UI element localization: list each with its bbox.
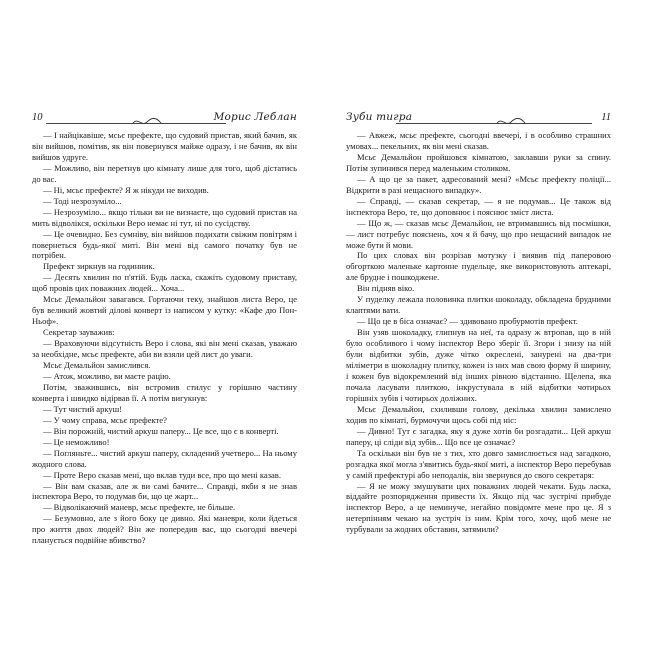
paragraph: — Тоді незрозуміло...	[43, 195, 122, 206]
paragraph: — Він порожній, чистий аркуш паперу... Це все, що є в конверті.	[43, 425, 279, 436]
paragraph: — Дивно! Тут є загадка, яку я дуже хотів би розгадати... Цей аркуш паперу, ці сліди від зубів... Що все це означає?	[346, 425, 611, 447]
paragraph: Секретар зауважив:	[43, 327, 115, 338]
paragraph: — Десять хвилин по п'ятій. Будь ласка, скажіть судовому приставу, щоб провів цих поважних людей... Хоча...	[32, 272, 297, 294]
paragraph: — І найцікавіше, мсьє префекте, що судовий пристав, який бачив, як він вийшов, помітив, як він повернувся майже одразу, і не бачив, як він вийшов удруге.	[32, 130, 297, 162]
paragraph: — У чому справа, мсьє префекте?	[43, 414, 167, 425]
paragraph: — Враховуючи відсутність Веро і слова, які він мені сказав, уважаю за необхідне, мсьє префекте, аби ви взяли цей лист до уваги.	[32, 338, 297, 360]
paragraph: — Справді, — сказав секретар, — я не подумав... Це також від інспектора Веро, те, що доповнює і пояснює зміст листа.	[346, 195, 611, 217]
left-page-number: 10	[32, 112, 43, 123]
paragraph: — Погляньте... чистий аркуш паперу, складений учетверо... На ньому жодного слова.	[32, 447, 297, 469]
right-header-rule	[396, 123, 592, 124]
paragraph: — Це неможливо!	[43, 436, 110, 447]
left-page	[32, 112, 297, 546]
paragraph: — Що це в біса означає? — здивовано пробурмотів префект.	[357, 316, 578, 327]
paragraph: Потім, зважившись, він встромив стилус у горішню частину конверта і швидко відірвав її. А потім вигукнув:	[32, 381, 297, 403]
paragraph: Він підняв віко.	[357, 283, 415, 294]
paragraph: Він узяв шоколадку, глипнув на неї, та одразу ж втропав, що в ній було особливого і чому інспектор Веро зберіг її. Згори і знизу на ній були відбитки зубів, дуже чітко окреслені, занурені на два-три міліметри в шоколадну плитку, кожен із них мав свою форму й ширину, і кожен був відокремлений від інших рівною відстанню. Щелепа, яка почала ласувати плиткою, інкрустувала в ній відбитки чотирьох горішніх зубів і чотирьох доліжних.	[346, 327, 611, 403]
paragraph: — Проте Веро сказав мені, що вклав туди все, про що мені казав.	[43, 469, 281, 480]
left-page-header	[32, 112, 297, 128]
paragraph: — Я не можу змушувати цих поважних людей чекати. Будь ласка, віддайте розпорядження привести їх. Якщо під час зустрічі прибуде інспектор Веро, а це неминуче, негайно повідомте мене про це. Я з нетерпінням чекаю на зустріч із ним. Крім того, хочу, щоб мене не турбували за жодних обставин, затямили?	[346, 480, 611, 535]
paragraph: У пуделку лежала половинка плитки шоколаду, обкладена брудними клаптями вати.	[346, 294, 611, 316]
paragraph: — Відволікаючий маневр, мсьє префекте, не більше.	[43, 502, 236, 513]
paragraph: — А що це за пакет, адресований мені? «Мсьє префекту поліції... Відкрити в разі нещасного випадку».	[346, 173, 611, 195]
right-page-text	[346, 130, 611, 535]
right-header-ornament	[496, 116, 526, 128]
right-page-header	[346, 112, 611, 128]
paragraph: — Тут чистий аркуш!	[43, 403, 123, 414]
right-page	[346, 112, 611, 535]
paragraph: Префект зиркнув на годинник.	[43, 261, 155, 272]
paragraph: — Незрозуміло... якщо тільки ви не визнаєте, що судовий пристав на мить відволікся, оскільки Веро немає ні тут, ні по сусідству.	[32, 206, 297, 228]
paragraph: Мсьє Демальйон замислився.	[43, 360, 151, 371]
paragraph: — Він вам сказав, але ж ви самі бачите... Справді, якби я не знав інспектора Веро, то подумав би, що це жарт...	[32, 480, 297, 502]
paragraph: — Що ж, — сказав мсьє Демальйон, не втримавшись від посмішки, — лист потребує пояснень, хоч я й бачу, що про нещасний випадок не може бути й мови.	[346, 217, 611, 250]
paragraph: По цих словах він розрізав мотузку і виявив під паперовою обгорткою маленьке картонне пудельце, яке використовують аптекарі, але брудне і пошкоджене.	[346, 250, 611, 283]
paragraph: — Це очевидно. Без сумніву, він вийшов подихати свіжим повітрям і повернеться будь-якої миті. Він мені від самого початку був не потрібен.	[32, 228, 297, 261]
paragraph: — Можливо, він перетнув цю кімнату лише для того, щоб дістатись до вас.	[32, 162, 297, 184]
left-page-text	[32, 130, 297, 546]
paragraph: — Безумовно, але з його боку це дивно. Які маневри, коли йдеться про життя двох людей? Він же попередив вас, що сьогодні ввечері планується подвійне вбивство?	[32, 513, 297, 546]
right-page-number: 11	[601, 112, 611, 123]
paragraph: Мсьє Демальйон пройшовся кімнатою, заклавши руки за спину. Потім зупинився перед маленьким столиком.	[346, 151, 611, 173]
paragraph: Мсьє Демальйон, схиливши голову, декілька хвилин замислено ходив по кімнаті, бурмочучи щось собі під ніс:	[346, 403, 611, 425]
right-running-title: Зуби тигра	[346, 111, 413, 123]
left-header-ornament	[132, 116, 162, 128]
paragraph: — Атож, можливо, ви маєте рацію.	[43, 370, 171, 381]
paragraph: — Авжеж, мсьє префекте, сьогодні ввечері, і в особливо страшних умовах... пекельних, як він мені сказав.	[346, 130, 611, 151]
paragraph: — Ні, мсьє префекте? Я ж нікуди не виходив.	[43, 184, 209, 195]
paragraph: Мсьє Демальйон завагався. Гортаючи теку, знайшов листа Веро, це був великий жовтий ділові конверт із написом у кутку: «Кафе дю Пон-Ньоф».	[32, 294, 297, 327]
left-running-title: Морис Леблан	[213, 111, 297, 123]
paragraph: Та оскільки він був не з тих, хто довго замислюється над загадкою, розгадка якої могла з'явитись будь-якої миті, а інспектор Веро перебував у самій префектурі або неподалік, він звернувся до свого секретаря:	[346, 447, 611, 480]
